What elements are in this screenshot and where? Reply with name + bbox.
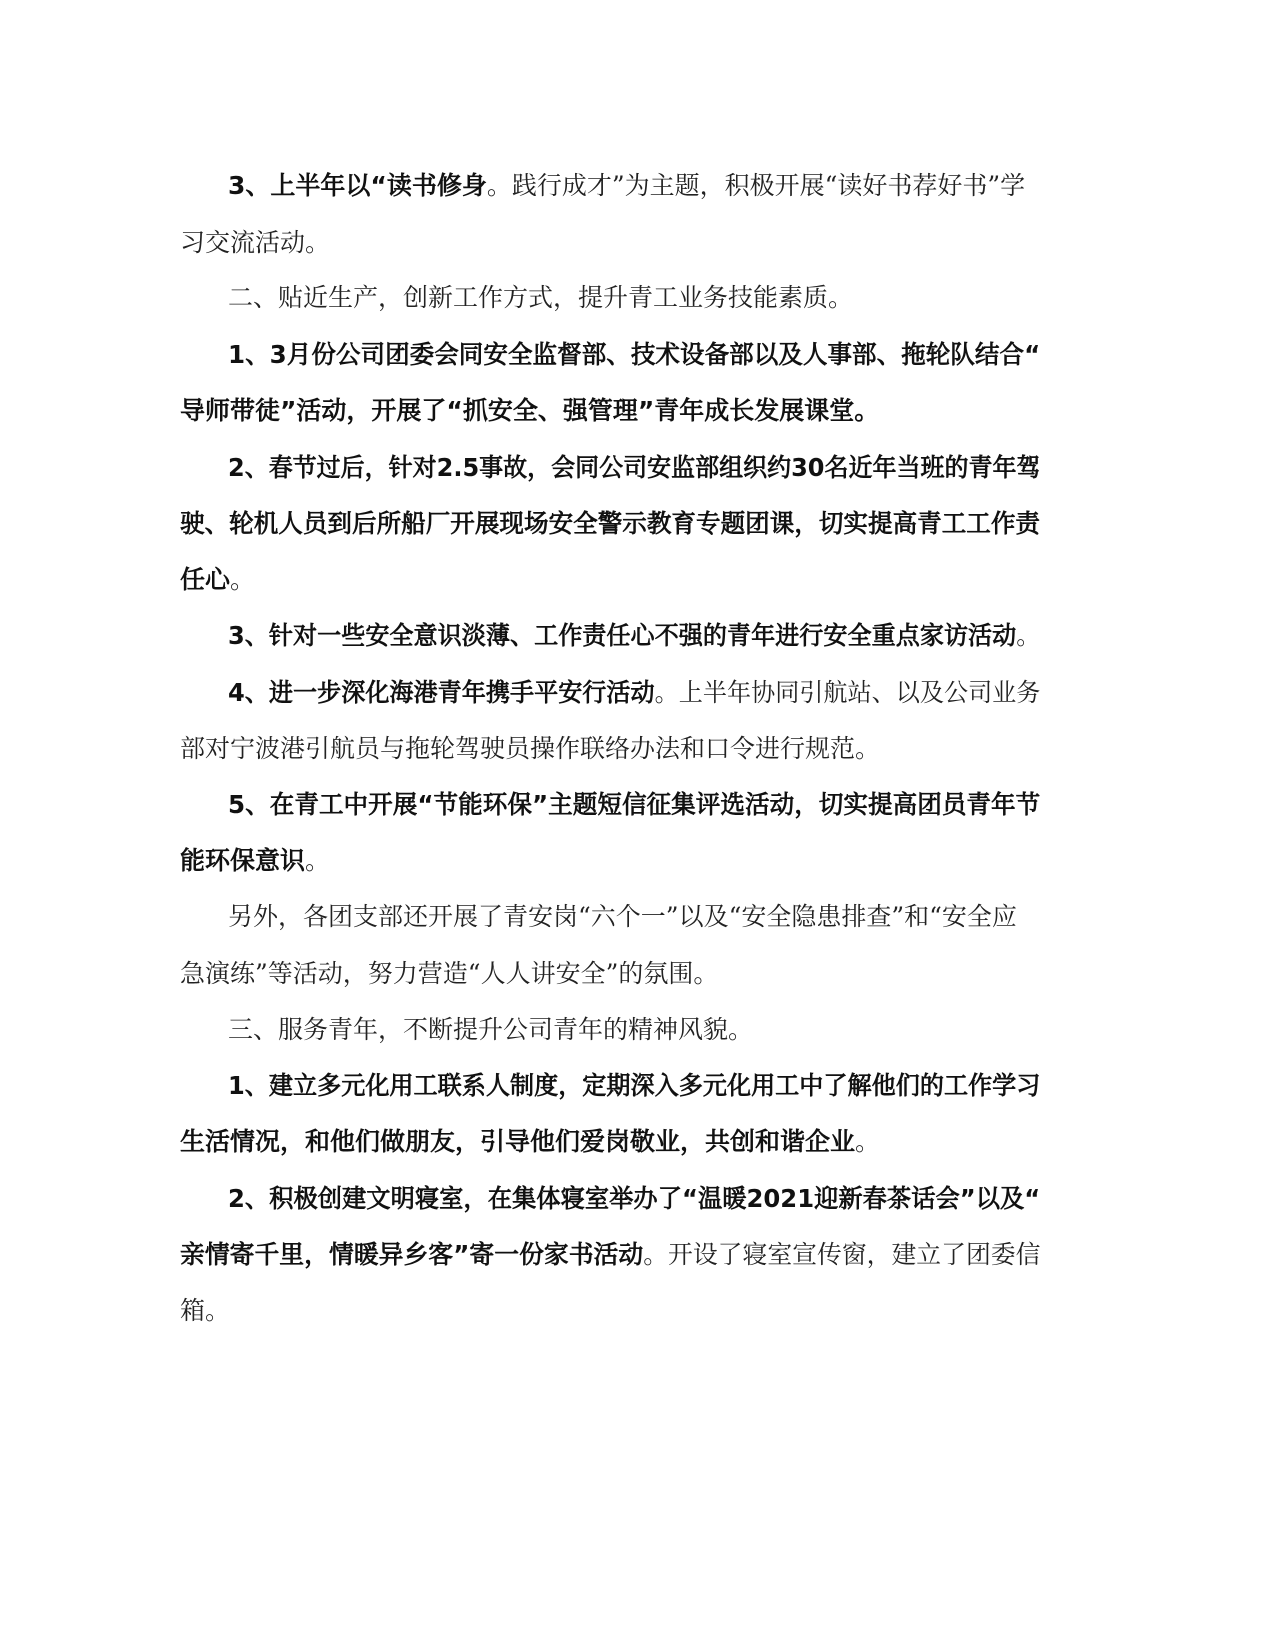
paragraph-line: [228, 340, 1040, 370]
bold-text: 3、上半年以“读书修身: [228, 171, 487, 200]
paragraph-line: [180, 1296, 230, 1326]
normal-text: 另外，各团支部还开展了青安岗“六个一”以及“安全隐患排查”和“安全应: [228, 902, 1017, 931]
bold-text: 亲情寄千里，情暖异乡客”寄一份家书活动: [180, 1240, 644, 1269]
section-heading: [228, 283, 853, 313]
normal-text: 。: [305, 846, 331, 875]
paragraph-line: [228, 453, 1040, 483]
bold-text: 3、针对一些安全意识淡薄、工作责任心不强的青年进行安全重点家访活动: [228, 621, 1017, 650]
normal-text: 。上半年协同引航站、以及公司业务: [654, 678, 1041, 707]
normal-text: 。开设了寝室宣传窗，建立了团委信: [643, 1240, 1041, 1269]
paragraph-line: [228, 678, 1040, 708]
bold-text: 2、春节过后，针对2.5事故，会同公司安监部组织约30名近年当班的青年驾: [228, 453, 1041, 482]
normal-text: 部对宁波港引航员与拖轮驾驶员操作联络办法和口令进行规范。: [180, 734, 881, 763]
normal-text: 。: [1016, 621, 1041, 650]
paragraph-line: [180, 509, 1040, 539]
normal-text: 急演练”等活动，努力营造“人人讲安全”的氛围。: [180, 959, 719, 988]
normal-text: 二、贴近生产，创新工作方式，提升青工业务技能素质。: [228, 283, 854, 312]
bold-text: 导师带徒”活动，开展了“抓安全、强管理”青年成长发展课堂。: [180, 396, 880, 425]
bold-text: 能环保意识: [180, 846, 306, 875]
normal-text: 习交流活动。: [180, 228, 331, 257]
paragraph-line: [180, 959, 718, 989]
paragraph-line: [180, 228, 330, 258]
paragraph-line: [180, 734, 880, 764]
bold-text: 任心: [180, 565, 231, 594]
bold-text: 1、3月份公司团委会同安全监督部、技术设备部以及人事部、拖轮队结合“: [228, 340, 1041, 369]
bold-text: 2、积极创建文明寝室，在集体寝室举办了“温暖2021迎新春茶话会”以及“: [228, 1184, 1041, 1213]
paragraph-line: [228, 1071, 1040, 1101]
paragraph-line: [180, 846, 330, 876]
paragraph-line: [180, 565, 255, 595]
normal-text: 。: [230, 565, 256, 594]
paragraph-line: [228, 621, 1040, 651]
paragraph-line: [180, 396, 879, 426]
normal-text: 箱。: [180, 1296, 231, 1325]
bold-text: 1、建立多元化用工联系人制度，定期深入多元化用工中了解他们的工作学习: [228, 1071, 1041, 1100]
normal-text: 。: [855, 1127, 881, 1156]
section-heading: [228, 1015, 753, 1045]
paragraph-line: [228, 902, 1017, 932]
paragraph-line: [228, 1184, 1040, 1214]
bold-text: 驶、轮机人员到后所船厂开展现场安全警示教育专题团课，切实提高青工工作责: [180, 509, 1041, 538]
normal-text: 三、服务青年，不断提升公司青年的精神风貌。: [228, 1015, 754, 1044]
normal-text: 。践行成才”为主题，积极开展“读好书荐好书”学: [486, 171, 1026, 200]
bold-text: 生活情况，和他们做朋友，引导他们爱岗敬业，共创和谐企业: [180, 1127, 856, 1156]
paragraph-line: [228, 790, 1040, 820]
paragraph-line: [180, 1240, 1040, 1270]
paragraph-line: [180, 1127, 880, 1157]
bold-text: 4、进一步深化海港青年携手平安行活动: [228, 678, 655, 707]
bold-text: 5、在青工中开展“节能环保”主题短信征集评选活动，切实提高团员青年节: [228, 790, 1041, 819]
paragraph-line: [228, 171, 1025, 201]
